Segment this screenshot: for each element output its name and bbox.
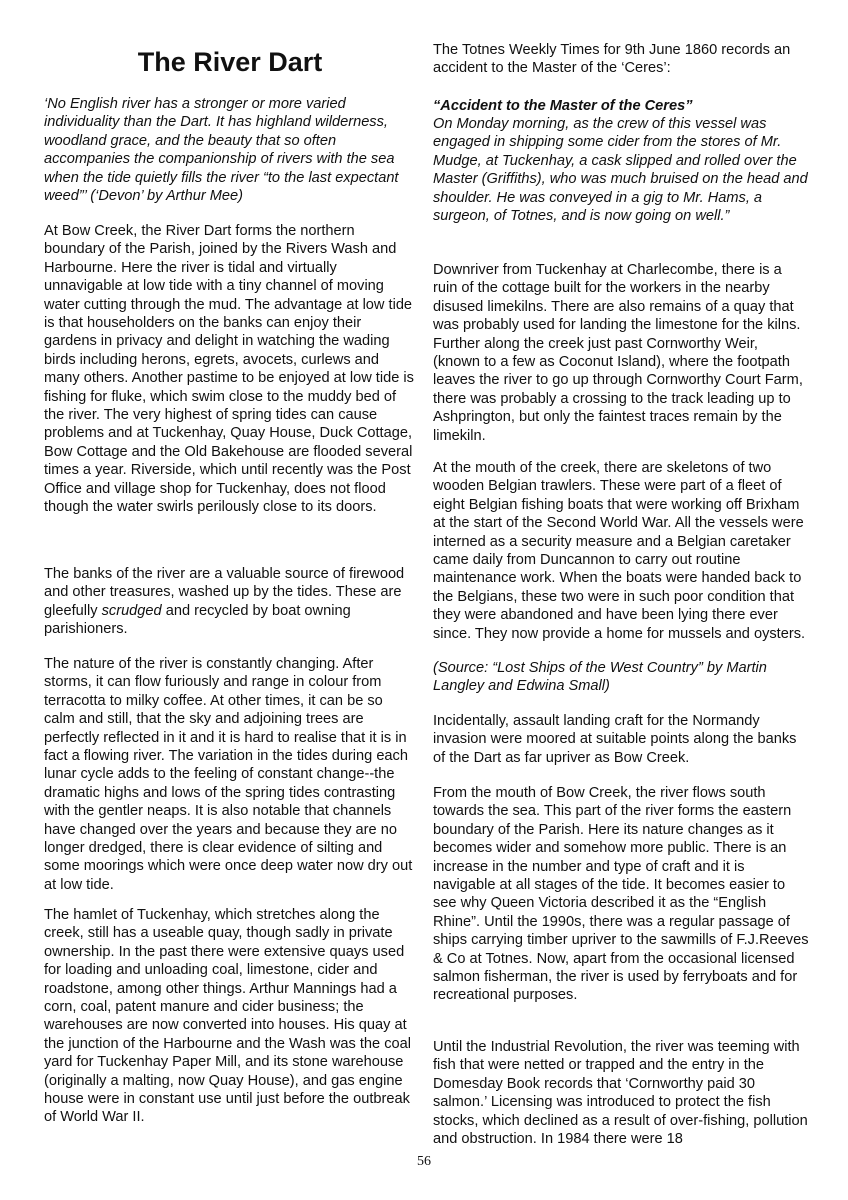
paragraph-belgian-trawlers: At the mouth of the creek, there are skeletons of two wooden Belgian trawlers. These were part of a fleet of eight Belgian fishing boats that were working off Brixham at the start of the Second World War. All the vessels were interned as a security measure and a Belgian caretaker came daily from Duncannon to carry out routine maintenance work. When the boats were handed back to the Belgians, these two were in such poor condition that they were abandoned and have been lying there ever since. They now provide a home for mussels and oysters.	[433, 460, 806, 642]
paragraph-riverbank-treasures	[44, 565, 416, 639]
paragraph-text: and recycled by boat owning parishioners.	[44, 602, 351, 638]
paragraph-text: The banks of the river are a valuable source of firewood and other treasures, washed up by the tides. These are gleefully	[44, 566, 405, 619]
page-title: The River Dart	[137, 47, 323, 77]
report-body: On Monday morning, as the crew of this vessel was engaged in shipping some cider from the stores of Mr. Mudge, at Tuckenhay, a cask slipped and rolled over the Master (Griffiths), who was much bruised on the head and shoulder. He was conveyed in a gig to Mr. Hams, a surgeon, of Totnes, and is now going on well.”	[433, 116, 808, 225]
opening-quote: ‘No English river has a stronger or more varied individuality than the Dart. It has highland wilderness, woodland grace, and the beauty that so often accompanies the companionship of rivers with the sea when the tide quietly fills the river “to the last expectant weed”’ (‘Devon’ by Arthur Mee)	[44, 96, 399, 205]
page-number: 56	[417, 1154, 431, 1169]
paragraph-changing-river: The nature of the river is constantly changing. After storms, it can flow furiously and range in colour from terracotta to milky coffee. At other times, it can be so calm and still, that the sky and adjoining trees are perfectly reflected in it and it is hard to realise that it is in fact a flowing river. The variation in the tides during each lunar cycle adds to the feeling of constant change--the dramatic highs and lows of the spring tides contrasting with the gentler neaps. It is also notable that channels have changed over the years and because they are no longer dredged, there is clear evidence of silting and some moorings which were once deep water now dry out at low tide.	[44, 656, 413, 893]
paragraph-landing-craft: Incidentally, assault landing craft for the Normandy invasion were moored at suitable points along the banks of the Dart as far upriver as Bow Creek.	[433, 713, 797, 766]
paragraph-charlecombe: Downriver from Tuckenhay at Charlecombe, there is a ruin of the cottage built for the workers in the nearby disused limekilns. There are also remains of a quay that was probably used for landing the limestone for the kilns. Further along the creek just past Cornworthy Weir, (known to a few as Coconut Island), where the footpath leaves the river to go up through Cornworthy Court Farm, there was probably a crossing to the track leading up to Ashprington, but only the faintest traces remain by the limekiln.	[433, 262, 803, 444]
paragraph-mouth-of-bow-creek: From the mouth of Bow Creek, the river flows south towards the sea. This part of the river forms the eastern boundary of the Parish. Here its nature changes as it becomes wider and somehow more public. There is an increase in the number and type of craft and it is navigable at all stages of the tide. It becomes easier to see why Queen Victoria described it as the “English Rhine”. Until the 1990s, there was a regular passage of ships carrying timber upriver to the sawmills of F.J.Reeves & Co at Totnes. Now, apart from the occasional licensed salmon fisherman, the river is used by ferryboats and for recreational purposes.	[433, 785, 809, 1004]
paragraph-bow-creek: At Bow Creek, the River Dart forms the northern boundary of the Parish, joined by the Rivers Wash and Harbourne. Here the river is tidal and virtually unnavigable at low tide with a tiny channel of moving water cutting through the mud. The advantage at low tide is that householders on the banks can enjoy their gardens in privacy and delight in watching the wading birds including herons, egrets, avocets, curlews and many others. Another pastime to be enjoyed at low tide is fishing for fluke, which swim close to the muddy bed of the river. The very highest of spring tides can cause problems and at Tuckenhay, Quay House, Duck Cottage, Bow Cottage and the Old Bakehouse are flooded several times a year. Riverside, which until recently was the Post Office and village shop for Tuckenhay, does not flood though the water swirls perilously close to its doors.	[44, 223, 414, 516]
newspaper-intro: The Totnes Weekly Times for 9th June 1860 records an accident to the Master of the ‘Ceres’:	[433, 42, 791, 77]
paragraph-industrial-revolution: Until the Industrial Revolution, the river was teeming with fish that were netted or trapped and the entry in the Domesday Book records that ‘Cornworthy paid 30 salmon.’ Licensing was introduced to protect the fish stocks, which declined as a result of over-fishing, pollution and obstruction. In 1984 there were 18	[433, 1039, 808, 1148]
paragraph-tuckenhay: The hamlet of Tuckenhay, which stretches along the creek, still has a useable quay, though sadly in private ownership. In the past there were extensive quays used for loading and unloading coal, limestone, cider and roadstone, among other things. Arthur Mannings had a corn, coal, patent manure and cider business; the warehouses are now converted into houses. His quay at the junction of the Harbourne and the Wash was the coal yard for Tuckenhay Paper Mill, and its stone warehouse (originally a malting, now Quay House), and gas engine house were in constant use until just before the outbreak of World War II.	[44, 907, 411, 1126]
report-heading: “Accident to the Master of the Ceres”	[433, 98, 693, 114]
source-citation: (Source: “Lost Ships of the West Country” by Martin Langley and Edwina Small)	[433, 660, 767, 695]
italic-term: scrudged	[101, 602, 162, 619]
